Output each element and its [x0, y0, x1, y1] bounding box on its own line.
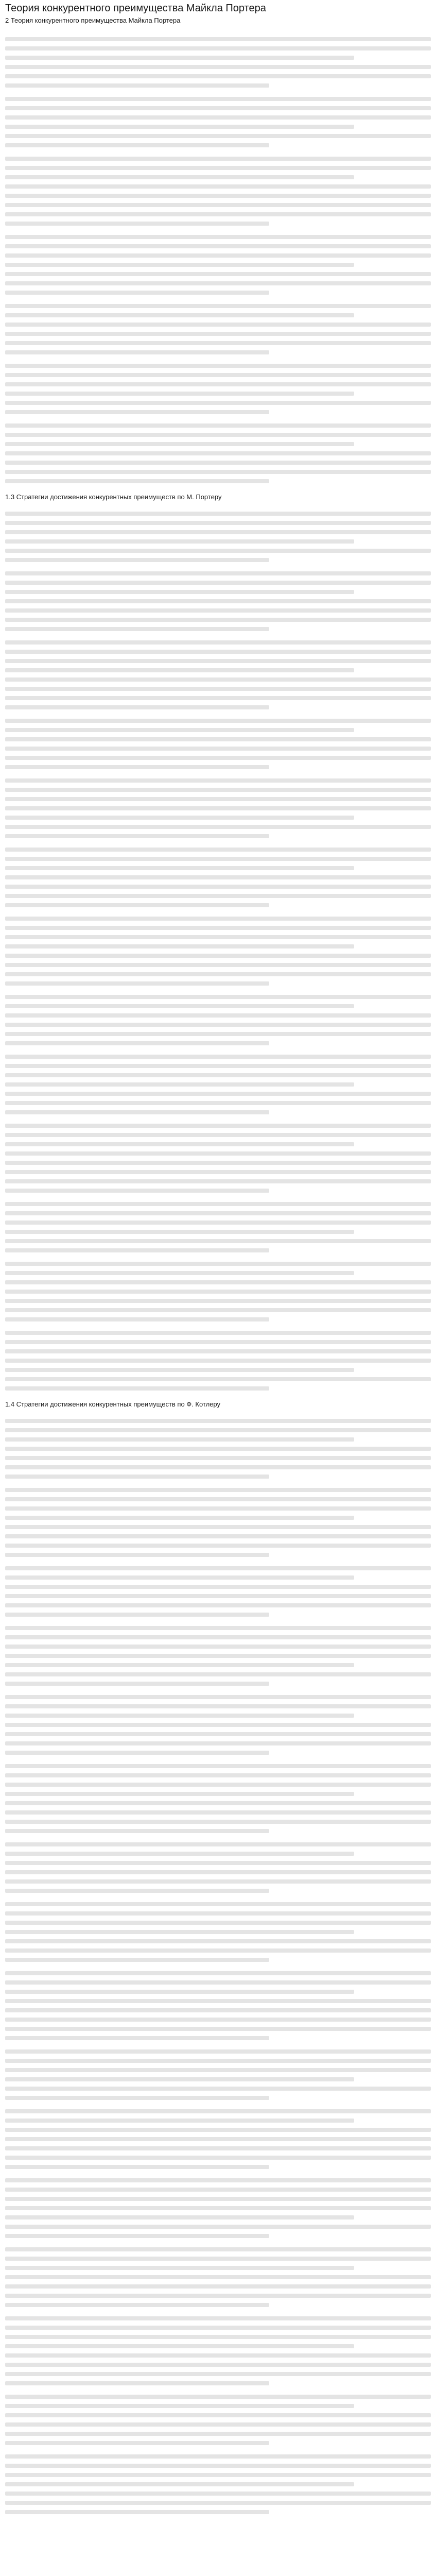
illegible-text-block — [5, 778, 431, 838]
illegible-text-block — [5, 512, 431, 562]
illegible-text-block — [5, 1262, 431, 1321]
illegible-text-block — [5, 1695, 431, 1755]
illegible-text-block — [5, 1331, 431, 1391]
illegible-text-block — [5, 571, 431, 631]
illegible-text-block — [5, 1626, 431, 1686]
illegible-text-block — [5, 157, 431, 226]
section-heading: 1.3 Стратегии достижения конкурентных преимуществ по М. Портеру — [5, 493, 222, 501]
illegible-text-block — [5, 640, 431, 709]
illegible-text-block — [5, 719, 431, 769]
illegible-text-block — [5, 2109, 431, 2169]
illegible-text-block — [5, 917, 431, 986]
illegible-text-block — [5, 1566, 431, 1617]
document-subtitle: 2 Теория конкурентного преимущества Майкла Портера — [5, 16, 181, 24]
illegible-text-block — [5, 848, 431, 907]
illegible-text-block — [5, 1055, 431, 1114]
illegible-text-block — [5, 2316, 431, 2385]
illegible-text-block — [5, 1202, 431, 1252]
illegible-text-block — [5, 235, 431, 295]
illegible-text-block — [5, 2454, 431, 2514]
illegible-text-block — [5, 423, 431, 483]
illegible-text-block — [5, 2178, 431, 2238]
section-heading: 1.4 Стратегии достижения конкурентных преимуществ по Ф. Котлеру — [5, 1400, 220, 1408]
illegible-text-block — [5, 2247, 431, 2307]
illegible-text-block — [5, 37, 431, 88]
illegible-text-block — [5, 1902, 431, 1962]
document-title: Теория конкурентного преимущества Майкла Портера — [5, 3, 266, 14]
illegible-text-block — [5, 1842, 431, 1893]
illegible-text-block — [5, 1124, 431, 1193]
illegible-text-block — [5, 2395, 431, 2445]
illegible-text-block — [5, 1488, 431, 1557]
illegible-text-block — [5, 1971, 431, 2040]
illegible-text-block — [5, 995, 431, 1045]
illegible-text-block — [5, 1764, 431, 1833]
illegible-text-block — [5, 1419, 431, 1479]
illegible-text-block — [5, 2049, 431, 2100]
illegible-text-block — [5, 97, 431, 147]
illegible-text-block — [5, 364, 431, 414]
illegible-text-block — [5, 304, 431, 354]
